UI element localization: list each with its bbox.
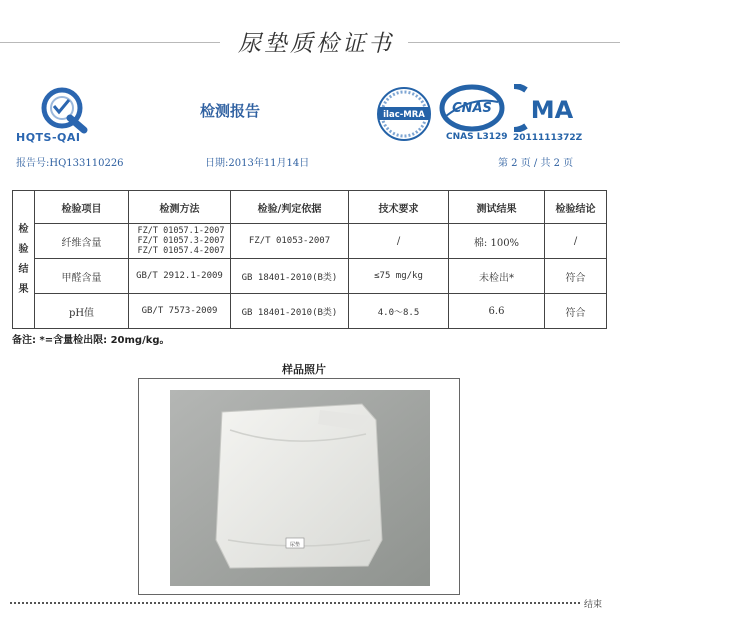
photo-tag-text: 尿垫	[289, 542, 301, 548]
banner-divider-right	[408, 42, 620, 43]
cell-conclusion: 符合	[545, 259, 607, 294]
cell-conclusion: 符合	[545, 294, 607, 329]
remark-note: 备注: *=含量检出限: 20mg/kg。	[12, 335, 170, 346]
cell-conclusion: /	[545, 224, 607, 259]
table-row	[13, 224, 607, 259]
cell-basis: GB 18401-2010(B类)	[231, 294, 349, 329]
hqts-logo-text: HQTS-QAI	[16, 131, 81, 144]
cell-requirement: /	[349, 224, 449, 259]
table-header-row	[13, 191, 607, 224]
header-requirement: 技术要求	[349, 191, 449, 224]
end-dotted-line	[10, 602, 580, 604]
cnas-text: CNAS	[452, 101, 492, 116]
table-row	[13, 259, 607, 294]
cell-requirement: ≤75 mg/kg	[349, 259, 449, 294]
header-basis: 检验/判定依据	[231, 191, 349, 224]
cell-method: GB/T 2912.1-2009	[129, 259, 231, 294]
table-row	[13, 294, 607, 329]
cell-item: pH值	[35, 294, 129, 329]
page-indicator: 第 2 页 / 共 2 页	[498, 158, 574, 169]
cell-result: 未检出*	[449, 259, 545, 294]
hqts-logo-icon	[34, 86, 98, 136]
ilac-text: ilac-MRA	[383, 110, 425, 120]
cell-basis: GB 18401-2010(B类)	[231, 259, 349, 294]
cell-item: 纤维含量	[35, 224, 129, 259]
cell-method: FZ/T 01057.1-2007 FZ/T 01057.3-2007 FZ/T 01057.4-2007	[129, 224, 231, 259]
header-conclusion: 检验结论	[545, 191, 607, 224]
sample-photo-image	[170, 390, 430, 586]
cell-requirement: 4.0～8.5	[349, 294, 449, 329]
cma-logo-icon	[514, 84, 580, 132]
end-text: 结束	[584, 600, 603, 610]
report-title: 检测报告	[200, 102, 261, 120]
header-result: 测试结果	[449, 191, 545, 224]
ma-text: MA	[530, 96, 574, 124]
header-method: 检测方法	[129, 191, 231, 224]
banner-divider-left	[0, 42, 220, 43]
inspection-results-table	[12, 190, 607, 329]
cell-basis: FZ/T 01053-2007	[231, 224, 349, 259]
header-item: 检验项目	[35, 191, 129, 224]
cell-result: 6.6	[449, 294, 545, 329]
cell-method: GB/T 7573-2009	[129, 294, 231, 329]
certificate-banner	[0, 22, 750, 56]
banner-title: 尿垫质检证书	[238, 31, 394, 57]
inspection-result-side-label: 检 验 结 果	[13, 191, 35, 329]
report-number: 报告号:HQ133110226	[16, 158, 124, 169]
cell-item: 甲醛含量	[35, 259, 129, 294]
report-date: 日期:2013年11月14日	[205, 158, 310, 169]
cell-result: 棉: 100%	[449, 224, 545, 259]
photo-title: 样品照片	[282, 363, 326, 376]
ilac-mra-logo-icon	[374, 86, 434, 142]
cnas-code: CNAS L3129	[446, 132, 508, 142]
cma-code: 2011111372Z	[513, 133, 583, 143]
